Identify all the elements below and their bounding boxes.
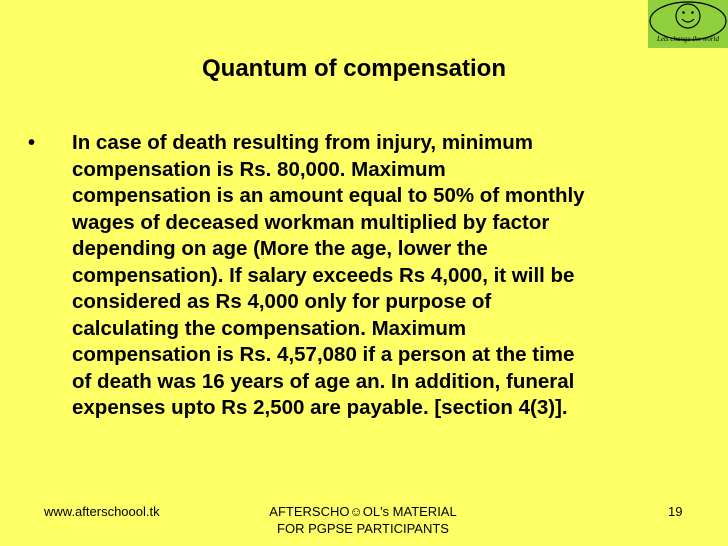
logo-tagline: Lets change the world xyxy=(656,35,720,43)
page-number: 19 xyxy=(668,504,683,519)
logo-smiley-eye-icon xyxy=(648,0,728,48)
bullet-line: considered as Rs 4,000 only for purpose of xyxy=(72,290,492,313)
footer-center-line2: FOR PGPSE PARTICIPANTS xyxy=(277,521,449,536)
bullet-list xyxy=(28,130,708,422)
bullet-line: depending on age (More the age, lower the xyxy=(72,237,488,260)
bullet-item xyxy=(28,130,708,422)
bullet-line: of death was 16 years of age an. In addition, funeral xyxy=(72,369,575,393)
footer-center-line1: AFTERSCHO☺OL's MATERIAL xyxy=(269,504,457,519)
bullet-line: compensation is Rs. 80,000. Maximum xyxy=(72,157,446,181)
title-text: Quantum of compensation xyxy=(201,55,506,82)
bullet-line: In case of death resulting from injury, minimum xyxy=(72,131,533,154)
footer-website: www.afterschoool.tk xyxy=(44,504,160,519)
bullet-dot: • xyxy=(28,132,36,154)
slide-title xyxy=(0,55,728,83)
bullet-line: compensation is Rs. 4,57,080 if a person at the time xyxy=(72,343,575,366)
bullet-line: wages of deceased workman multiplied by factor xyxy=(72,210,550,234)
bullet-line: compensation is an amount equal to 50% of monthly xyxy=(72,184,585,207)
bullet-line: expenses upto Rs 2,500 are payable. [section 4(3)]. xyxy=(72,396,568,419)
bullet-line: compensation). If salary exceeds Rs 4,000, it will be xyxy=(72,263,575,287)
bullet-line: calculating the compensation. Maximum xyxy=(72,316,467,340)
footer-material-label xyxy=(248,503,478,537)
